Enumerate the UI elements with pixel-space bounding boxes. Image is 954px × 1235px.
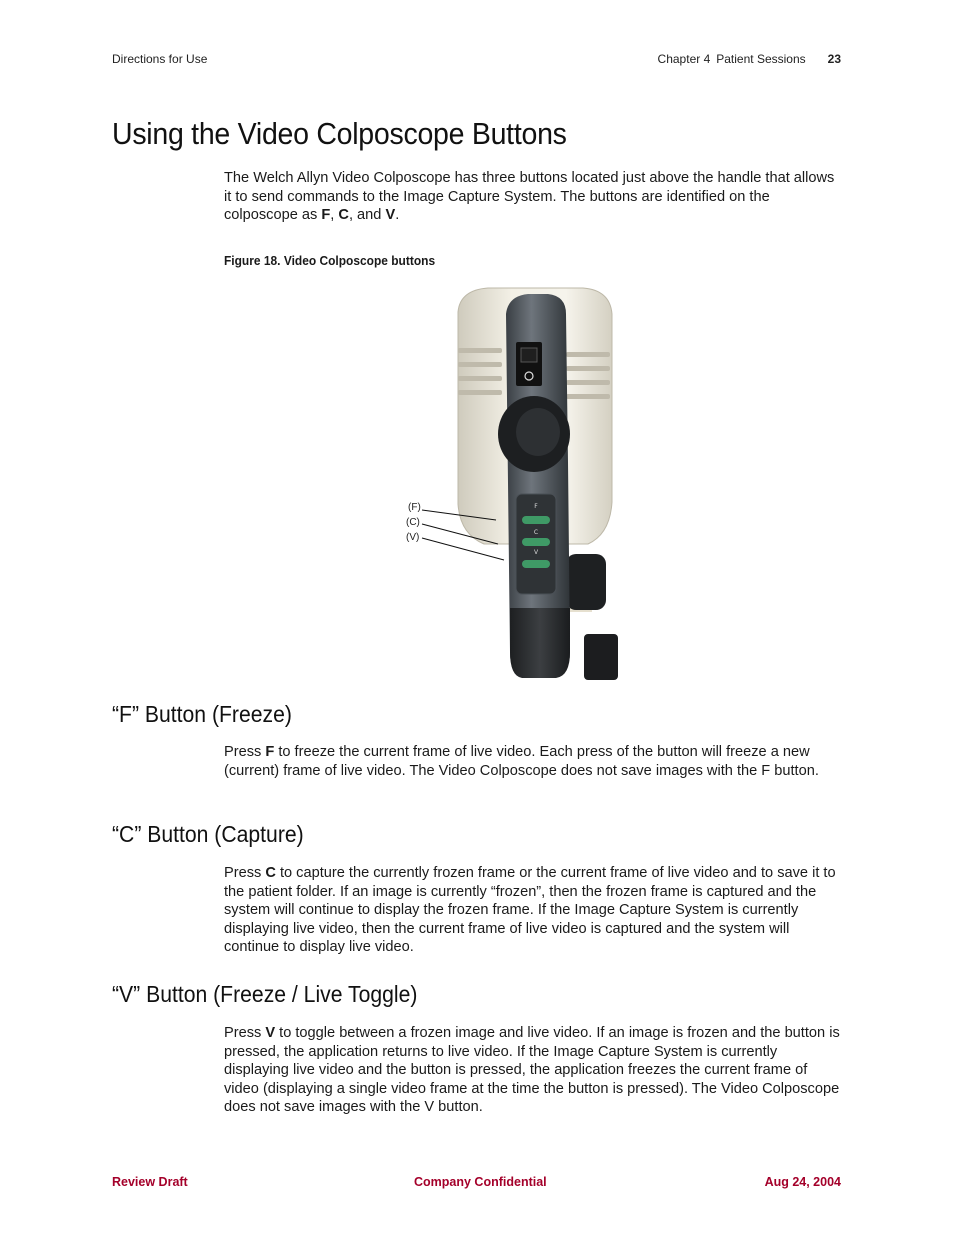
page-number: 23 — [827, 52, 841, 66]
intro-sep: , and — [348, 207, 386, 224]
section-c-text: to capture the currently frozen frame or the current frame of live video and to save it to the patient folder. If an image is currently “frozen”, then the frozen frame is captured and the system will continue to display the frozen frame. If the Image Capture System is currently displaying live video, then the current frame of live video is captured and the system will continue to display live video. — [224, 865, 836, 956]
svg-text:V: V — [533, 549, 539, 556]
callout-f-label: (F) — [408, 502, 421, 513]
svg-text:F: F — [534, 503, 538, 510]
press-text: Press — [224, 1025, 266, 1041]
section-f-paragraph — [224, 743, 844, 780]
key-v: V — [265, 1025, 276, 1041]
section-heading-f: “F” Button (Freeze) — [112, 701, 292, 727]
figure-caption: Figure 18. Video Colposcope buttons — [224, 253, 436, 268]
page-title: Using the Video Colposcope Buttons — [112, 116, 567, 151]
intro-sep: , — [330, 207, 339, 224]
section-c-paragraph — [224, 864, 844, 957]
section-f-text: to freeze the current frame of live video. Each press of the button will freeze a new (current) frame of live video. The Video Colposcope does not save images with the F button. — [224, 744, 819, 779]
section-v-text: to toggle between a frozen image and live video. If an image is frozen and the button is pressed, the application returns to live video. If the Image Capture System is currently displaying live video and the button is pressed, the application freezes the current frame of video (displaying a single video frame at the time the button is pressed). The Video Colposcope does not save images with the V button. — [224, 1025, 840, 1116]
footer-review-draft: Review Draft — [112, 1175, 188, 1189]
intro-text: The Welch Allyn Video Colposcope has three buttons located just above the handle that allows it to send commands to the Image Capture System. The buttons are identified on the colposcope as — [224, 170, 835, 224]
section-heading-v: “V” Button (Freeze / Live Toggle) — [112, 981, 418, 1007]
section-heading-c: “C” Button (Capture) — [112, 821, 304, 847]
key-f: F — [265, 744, 275, 760]
key-v: V — [385, 207, 396, 224]
footer-confidential: Company Confidential — [414, 1175, 547, 1189]
svg-text:C: C — [533, 529, 539, 536]
callout-c-label: (C) — [406, 517, 420, 528]
section-label: Patient Sessions — [716, 52, 806, 66]
intro-paragraph — [224, 169, 844, 225]
running-header-title: Directions for Use — [112, 52, 208, 66]
intro-end: . — [395, 207, 400, 224]
footer-date: Aug 24, 2004 — [764, 1175, 841, 1189]
chapter-label: Chapter 4 — [657, 52, 711, 66]
colposcope-figure — [398, 272, 668, 680]
running-header-chapter — [658, 52, 841, 66]
press-text: Press — [224, 865, 266, 881]
key-c: C — [338, 207, 349, 224]
key-c: C — [265, 865, 276, 881]
callout-v-label: (V) — [406, 532, 420, 543]
section-v-paragraph — [224, 1024, 844, 1117]
key-f: F — [321, 207, 331, 224]
colposcope-illustration — [398, 272, 668, 680]
press-text: Press — [224, 744, 266, 760]
